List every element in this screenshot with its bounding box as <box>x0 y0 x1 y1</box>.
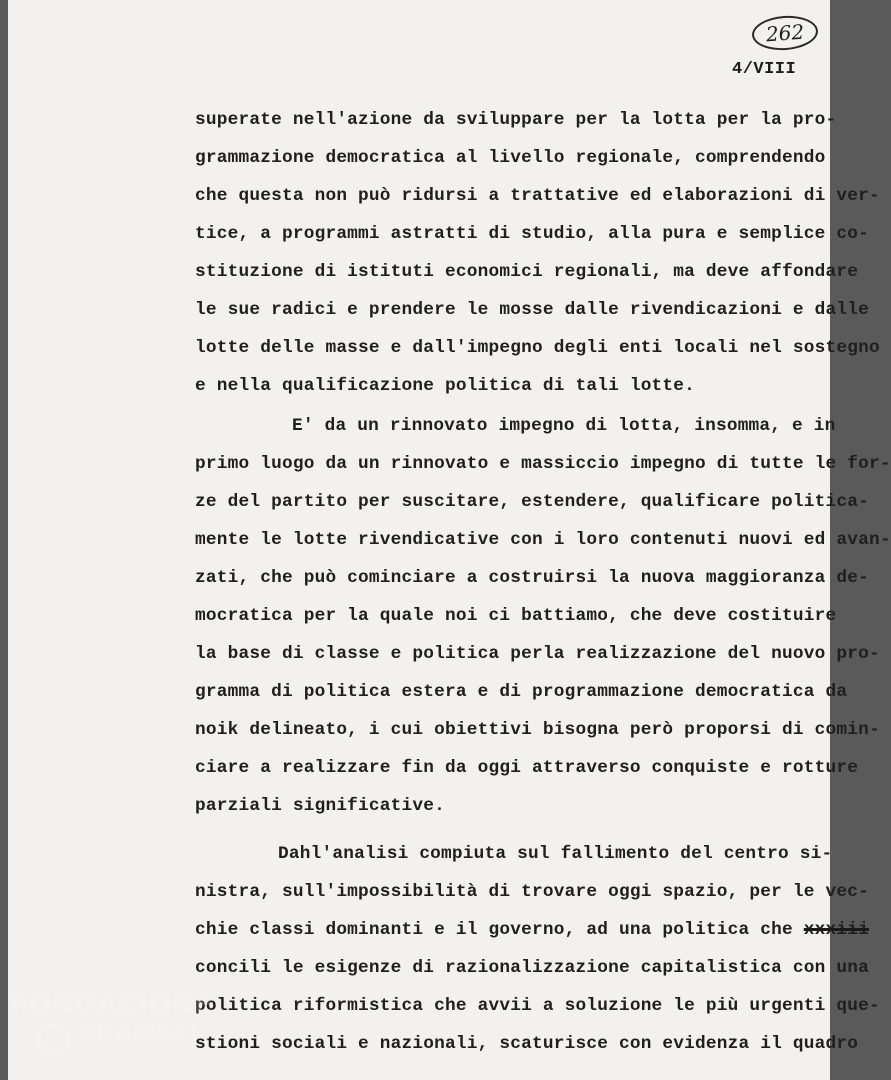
text-line: ciare a realizzare fin da oggi attraverso conquiste e rotture <box>195 758 859 778</box>
document-page <box>8 0 891 1080</box>
text-line: parziali significative. <box>195 796 446 816</box>
page-marker: 4/VIII <box>732 60 797 79</box>
text-line <box>195 918 869 942</box>
watermark-text: GRAMSCI <box>78 1022 200 1047</box>
text-line: noik delineato, i cui obiettivi bisogna però proporsi di comin- <box>195 720 880 740</box>
archive-stamp-number: 262 <box>751 14 819 53</box>
text-line: stioni sociali e nazionali, scaturisce con evidenza il quadro <box>195 1034 859 1054</box>
text-line: grammazione democratica al livello regionale, comprendendo <box>195 148 826 168</box>
text-line: mente le lotte rivendicative con i loro contenuti nuovi ed avan- <box>195 530 891 550</box>
text-line: le sue radici e prendere le mosse dalle rivendicazioni e dalle <box>195 300 869 320</box>
text-line: mocratica per la quale noi ci battiamo, che deve costituire <box>195 606 837 626</box>
text-line: che questa non può ridursi a trattative ed elaborazioni di ver- <box>195 186 880 206</box>
text-line: lotte delle masse e dall'impegno degli enti locali nel sostegno <box>195 338 880 358</box>
text-line: nistra, sull'impossibilità di trovare oggi spazio, per le vec- <box>195 882 869 902</box>
text-line: tice, a programmi astratti di studio, alla pura e semplice co- <box>195 224 869 244</box>
watermark-logo-icon <box>36 1022 70 1056</box>
text-line: stituzione di istituti economici regionali, ma deve affondare <box>195 262 859 282</box>
text-line: gramma di politica estera e di programmazione democratica da <box>195 682 848 702</box>
watermark-text: FONDAZIONE <box>10 990 214 1020</box>
struck-out-word: xxxiii <box>803 920 869 940</box>
text-line-content: chie classi dominanti e il governo, ad una politica che <box>195 920 793 940</box>
text-line: concili le esigenze di razionalizzazione capitalistica con una <box>195 958 869 978</box>
text-line: zati, che può cominciare a costruirsi la nuova maggioranza de- <box>195 568 869 588</box>
text-line: ze del partito per suscitare, estendere, qualificare politica- <box>195 492 869 512</box>
text-line: primo luogo da un rinnovato e massiccio impegno di tutte le for- <box>195 454 891 474</box>
text-line: Dahl'analisi compiuta sul fallimento del centro si- <box>278 844 833 864</box>
text-line: e nella qualificazione politica di tali lotte. <box>195 376 696 396</box>
archive-watermark <box>8 988 214 1080</box>
text-line: superate nell'azione da sviluppare per la lotta per la pro- <box>195 110 837 130</box>
text-line: E' da un rinnovato impegno di lotta, insomma, e in <box>292 416 836 436</box>
text-line: la base di classe e politica perla realizzazione del nuovo pro- <box>195 644 880 664</box>
text-line: politica riformistica che avvii a soluzione le più urgenti que- <box>195 996 880 1016</box>
